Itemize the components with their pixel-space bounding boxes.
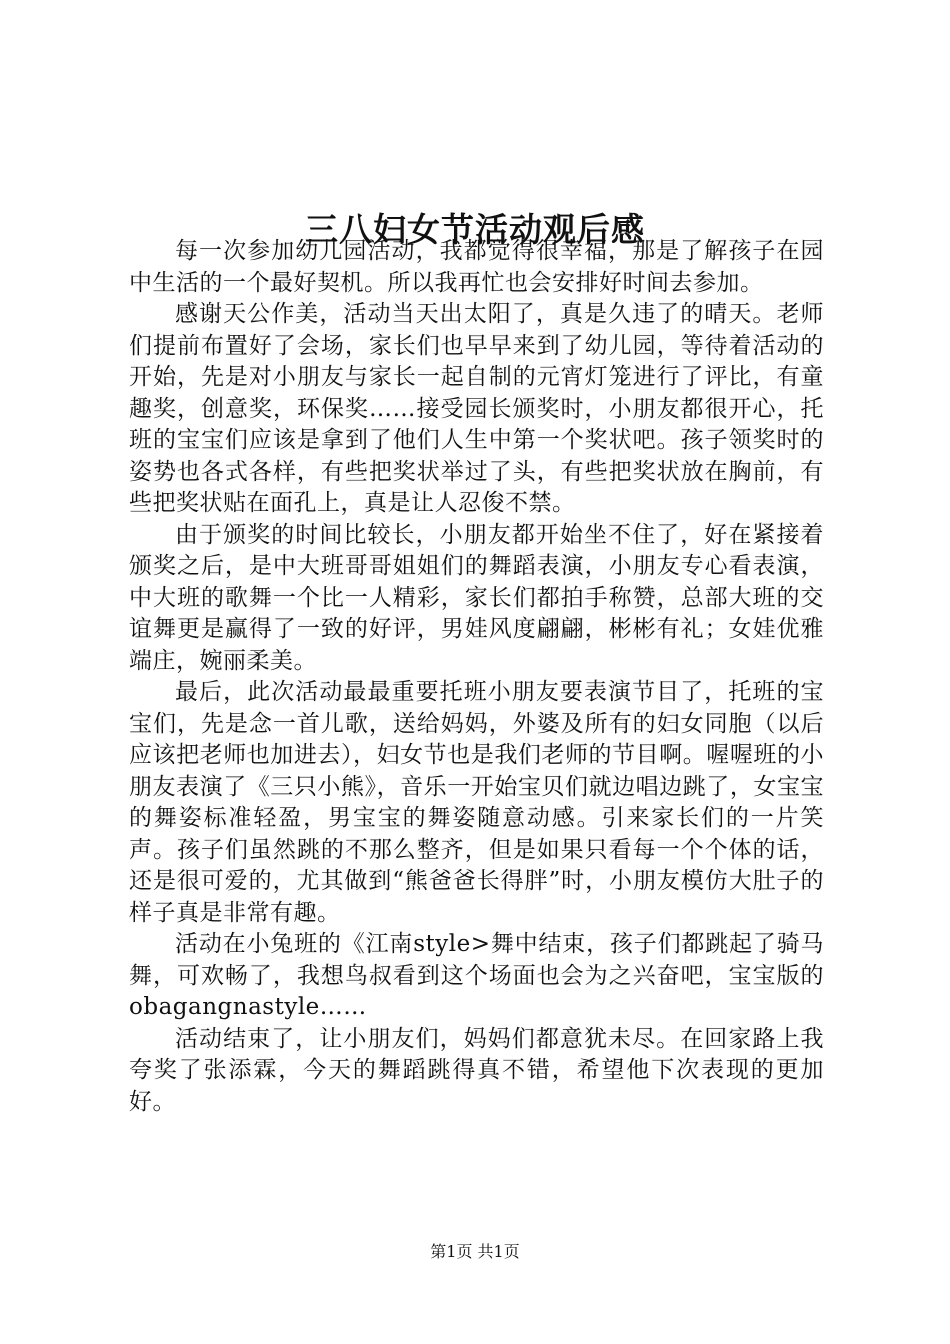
paragraph: 活动结束了，让小朋友们，妈妈们都意犹未尽。在回家路上我夸奖了张添霖，今天的舞蹈跳得真不错，希望他下次表现的更加好。 — [129, 1025, 824, 1115]
paragraph: 最后，此次活动最最重要托班小朋友要表演节目了，托班的宝宝们，先是念一首儿歌，送给妈妈，外婆及所有的妇女同胞（以后应该把老师也加进去），妇女节也是我们老师的节目啊。喔喔班的小朋友表演了《三只小熊》，音乐一开始宝贝们就边唱边跳了，女宝宝的舞姿标准轻盈，男宝宝的舞姿随意动感。引来家长们的一片笑声。孩子们虽然跳的不那么整齐，但是如果只看每一个个体的话，还是很可爱的，尤其做到“熊爸爸长得胖”时，小朋友模仿大肚子的样子真是非常有趣。 — [129, 679, 824, 926]
paragraph: 由于颁奖的时间比较长，小朋友都开始坐不住了，好在紧接着颁奖之后，是中大班哥哥姐姐们的舞蹈表演，小朋友专心看表演，中大班的歌舞一个比一人精彩，家长们都拍手称赞，总部大班的交谊舞更是赢得了一致的好评，男娃风度翩翩，彬彬有礼；女娃优雅端庄，婉丽柔美。 — [129, 521, 824, 674]
paragraph: 感谢天公作美，活动当天出太阳了，真是久违了的晴天。老师们提前布置好了会场，家长们也早早来到了幼儿园，等待着活动的开始，先是对小朋友与家长一起自制的元宵灯笼进行了评比，有童趣奖，创意奖，环保奖……接受园长颁奖时，小朋友都很开心，托班的宝宝们应该是拿到了他们人生中第一个奖状吧。孩子领奖时的姿势也各式各样，有些把奖状举过了头，有些把奖状放在胸前，有些把奖状贴在面孔上，真是让人忍俊不禁。 — [129, 301, 824, 516]
paragraph: 每一次参加幼儿园活动，我都觉得很幸福，那是了解孩子在园中生活的一个最好契机。所以我再忙也会安排好时间去参加。 — [129, 238, 824, 296]
document-title: 三八妇女节活动观后感 — [305, 210, 645, 250]
document-body — [129, 236, 824, 1118]
paragraph: 活动在小兔班的《江南style>舞中结束，孩子们都跳起了骑马舞，可欢畅了，我想鸟叔看到这个场面也会为之兴奋吧，宝宝版的obagangnastyle…… — [129, 931, 824, 1020]
page-footer: 第1页 共1页 — [430, 1242, 520, 1261]
